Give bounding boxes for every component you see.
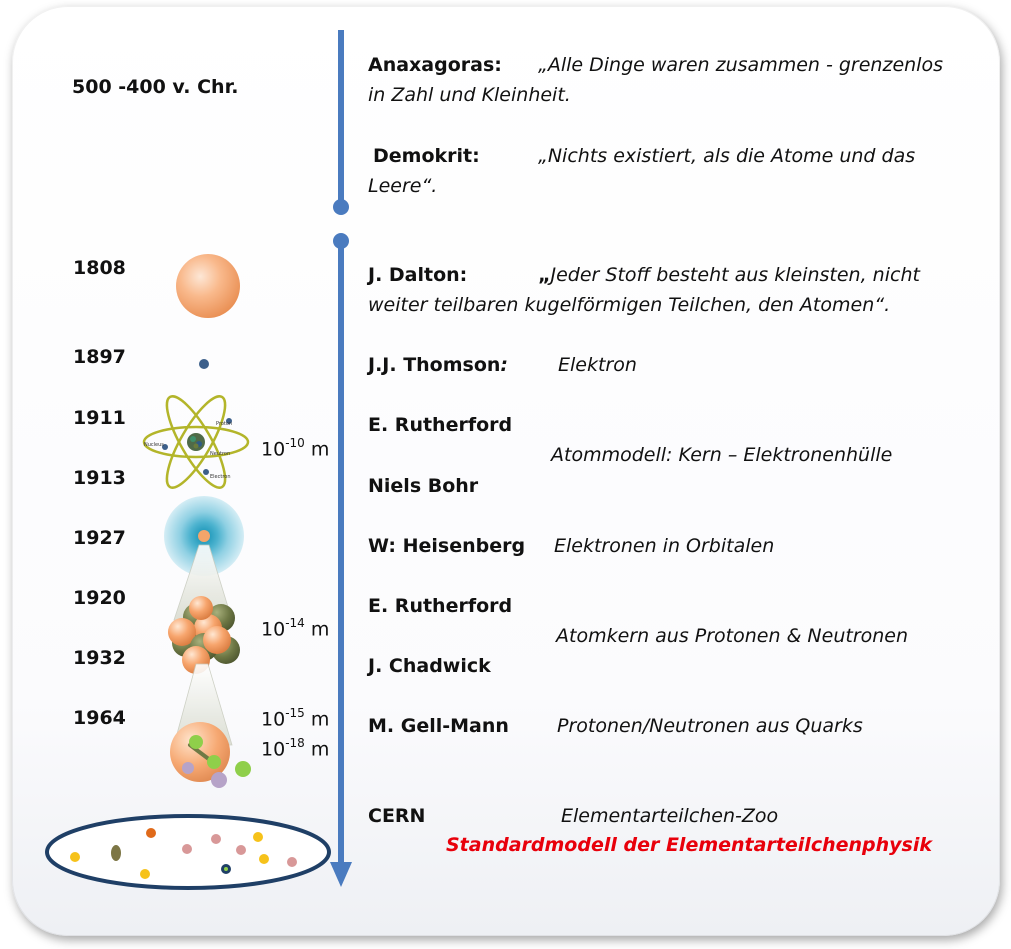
- proton-quarks-icon: [170, 722, 251, 788]
- year-1911: 1911: [73, 407, 126, 429]
- atom-label-nucleus: Nucleus: [144, 442, 164, 448]
- anaxagoras-quote-line2: in Zahl und Kleinheit.: [368, 84, 571, 106]
- thomson-name: J.J. Thomson:: [368, 354, 509, 376]
- demokrit-name: Demokrit:: [373, 145, 480, 167]
- year-1964: 1964: [73, 707, 126, 729]
- year-1808: 1808: [73, 257, 126, 279]
- timeline-main: [330, 233, 352, 887]
- year-1932: 1932: [73, 647, 126, 669]
- scale-10-10: $10^{-10}$ m: [261, 436, 330, 461]
- cern-name: CERN: [368, 805, 426, 827]
- thomson-desc: Elektron: [558, 354, 637, 376]
- atom-label-neutron: Neutron: [210, 451, 231, 457]
- bohr-name: Niels Bohr: [368, 475, 479, 497]
- demokrit-quote-line1: „Nichts existiert, als die Atome und das: [538, 145, 916, 167]
- year-1920: 1920: [73, 587, 126, 609]
- timeline-top: [333, 30, 349, 215]
- atom-model-icon: [144, 389, 248, 494]
- atommodell-desc: Atommodell: Kern – Elektronenhülle: [551, 444, 893, 466]
- atom-label-electron: Electron: [210, 474, 231, 480]
- atomkern-desc: Atomkern aus Protonen & Neutronen: [556, 625, 909, 647]
- gellmann-name: M. Gell-Mann: [368, 715, 509, 737]
- gellmann-desc: Protonen/Neutronen aus Quarks: [557, 715, 863, 737]
- heisenberg-desc: Elektronen in Orbitalen: [554, 535, 775, 557]
- anaxagoras-quote-line1: „Alle Dinge waren zusammen - grenzenlos: [538, 54, 943, 76]
- anaxagoras-name: Anaxagoras:: [368, 54, 502, 76]
- dalton-quote-line2: weiter teilbaren kugelförmigen Teilchen, den Atomen“.: [368, 294, 891, 316]
- scale-10-15: $10^{-15}$ m: [261, 706, 330, 731]
- rutherford-name-2: E. Rutherford: [368, 595, 513, 617]
- atom-label-proton: Proton: [216, 421, 233, 427]
- heisenberg-name: W: Heisenberg: [368, 535, 526, 557]
- scale-10-14: $10^{-14}$ m: [261, 616, 330, 641]
- electron-dot-icon: [199, 359, 209, 369]
- year-1927: 1927: [73, 527, 126, 549]
- cern-desc: Elementarteilchen-Zoo: [561, 805, 779, 827]
- dalton-name: J. Dalton:: [368, 264, 468, 286]
- year-1913: 1913: [73, 467, 126, 489]
- year-500-400-bc: 500 -400 v. Chr.: [72, 76, 239, 98]
- rutherford-name-1: E. Rutherford: [368, 414, 513, 436]
- scale-10-18: $10^{-18}$ m: [261, 736, 330, 761]
- chadwick-name: J. Chadwick: [368, 655, 491, 677]
- demokrit-quote-line2: Leere“.: [368, 175, 438, 197]
- year-1897: 1897: [73, 346, 126, 368]
- dalton-sphere-icon: [176, 254, 240, 318]
- standard-model-title: Standardmodell der Elementarteilchenphysik: [446, 834, 932, 856]
- dalton-quote-line1: „Jeder Stoff besteht aus kleinsten, nicht: [538, 264, 920, 286]
- particle-zoo-icon: [47, 816, 329, 888]
